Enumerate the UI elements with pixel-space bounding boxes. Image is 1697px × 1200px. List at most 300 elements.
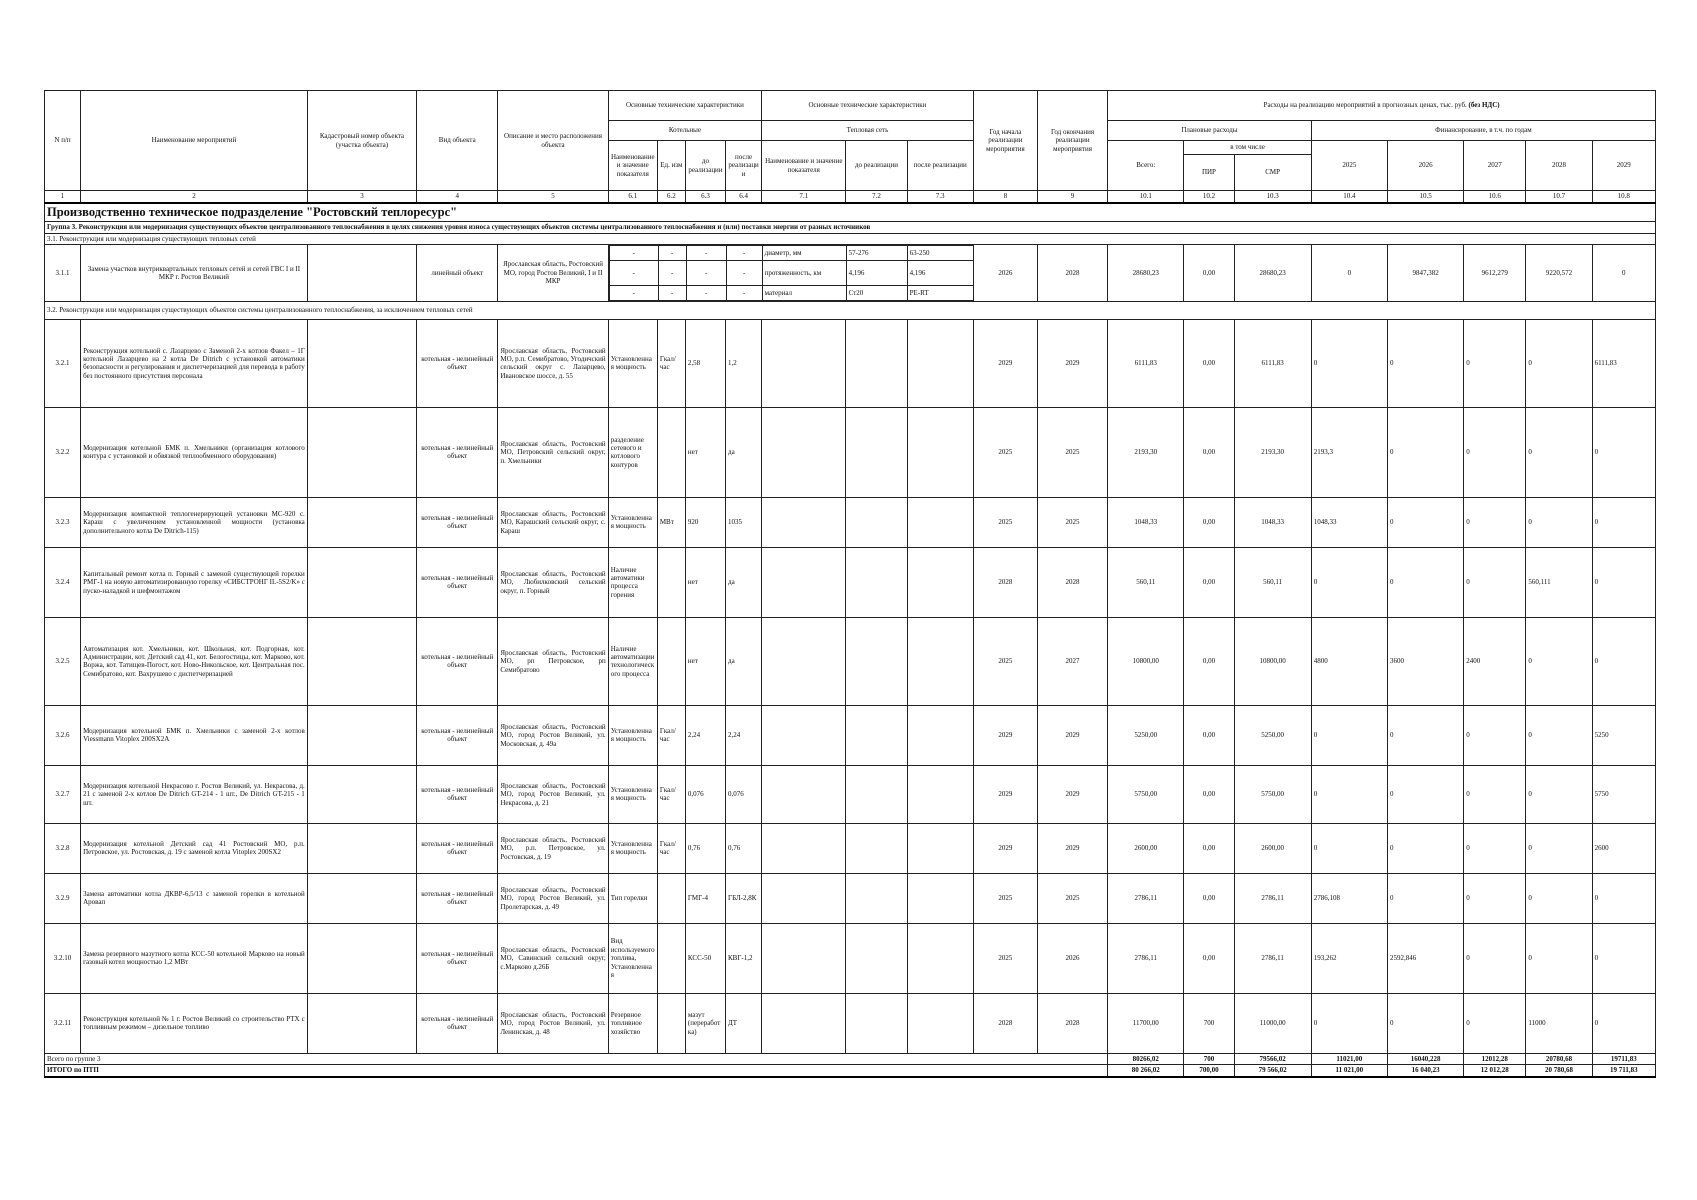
- row-boiler-after: КВГ-1,2: [726, 923, 762, 993]
- row-year-start: 2028: [973, 993, 1037, 1053]
- row-number: 3.2.4: [45, 547, 81, 617]
- row-type: котельная - нелинейный объект: [417, 873, 498, 923]
- header-year-end: Год окончания реализации мероприятия: [1037, 91, 1107, 191]
- row-boiler-unit: [657, 923, 685, 993]
- dash-cell: -: [609, 260, 658, 285]
- row-pir: 0,00: [1184, 873, 1234, 923]
- row-f2028: 0: [1526, 923, 1592, 993]
- table-row: [45, 765, 1656, 823]
- row-net-before: [846, 993, 907, 1053]
- row-f2028: 0: [1526, 823, 1592, 873]
- row-net-before: [846, 765, 907, 823]
- row-boiler-after: 2,24: [726, 705, 762, 765]
- grand-total-f2026: 16 040,23: [1387, 1065, 1463, 1077]
- row-cadastral: [307, 765, 416, 823]
- row-year-end: 2025: [1037, 497, 1107, 547]
- row-boiler-param: Резервное топливное хозяйство: [608, 993, 657, 1053]
- header-b-name: Наименование и значение показателя: [608, 141, 657, 191]
- row-f2027: 0: [1464, 407, 1526, 497]
- table-row: [45, 873, 1656, 923]
- row-pir: 700: [1184, 993, 1234, 1053]
- row-f2028: 0: [1526, 497, 1592, 547]
- row-name: Модернизация котельной Некрасово г. Ростов Великий, ул. Некрасова, д. 21 с заменой 2-х котлов De Ditrich GT-214 - 1 шт., De Ditrich GT-215 - 1 шт.: [81, 765, 308, 823]
- row-boiler-after: да: [726, 617, 762, 705]
- grand-total-pir: 700,00: [1184, 1065, 1234, 1077]
- column-number: 5: [498, 191, 608, 203]
- header-year-2028: 2028: [1526, 141, 1592, 191]
- row-f2026: 0: [1387, 873, 1463, 923]
- table-row: [45, 617, 1656, 705]
- row-net-before: [846, 823, 907, 873]
- row-pir: 0,00: [1184, 244, 1234, 301]
- row-year-start: 2028: [973, 547, 1037, 617]
- row-f2029: 0: [1592, 244, 1655, 301]
- header-n-name: Наименование и значение показателя: [762, 141, 846, 191]
- row-f2025: 0: [1311, 319, 1387, 407]
- row-year-end: 2025: [1037, 873, 1107, 923]
- grand-total-f2029: 19 711,83: [1592, 1065, 1655, 1077]
- row-desc: Ярославская область, Ростовский МО, город Ростов Великий, ул. Ленинская, д. 48: [498, 993, 608, 1053]
- row-boiler-unit: Гкал/час: [657, 823, 685, 873]
- row-smr: 5250,00: [1234, 705, 1311, 765]
- row-boiler-after: да: [726, 407, 762, 497]
- row-boiler-before: 2,24: [685, 705, 725, 765]
- row-desc: Ярославская область, Ростовский МО, Любилковский сельский округ, п. Горный: [498, 547, 608, 617]
- column-number: 7.2: [846, 191, 907, 203]
- row-type: котельная - нелинейный объект: [417, 993, 498, 1053]
- row-year-end: 2029: [1037, 823, 1107, 873]
- row-boiler-unit: [657, 993, 685, 1053]
- column-number: 1: [45, 191, 81, 203]
- row-f2026: 0: [1387, 407, 1463, 497]
- row-type: котельная - нелинейный объект: [417, 407, 498, 497]
- row-desc: Ярославская область, Ростовский МО, р.п. Петровское, ул. Ростовская, д. 19: [498, 823, 608, 873]
- row-f2029: 2600: [1592, 823, 1655, 873]
- row-total: 2786,11: [1108, 923, 1184, 993]
- group-total-label: Всего по группе 3: [45, 1053, 1108, 1064]
- column-number: 6.4: [726, 191, 762, 203]
- row-desc: Ярославская область, Ростовский МО, Петровский сельский округ, п. Хмельники: [498, 407, 608, 497]
- dash-cell: -: [609, 285, 658, 300]
- row-name: Замена автоматики котла ДКВР-6,5/13 с заменой горелки в котельной Аровап: [81, 873, 308, 923]
- row-f2025: 4800: [1311, 617, 1387, 705]
- row-year-end: 2028: [1037, 244, 1107, 301]
- group-total-smr: 79566,02: [1234, 1053, 1311, 1064]
- row-pir: 0,00: [1184, 407, 1234, 497]
- row-desc: Ярославская область, Ростовский МО, город Ростов Великий, I и II МКР: [498, 244, 608, 301]
- row-f2025: 0: [1311, 823, 1387, 873]
- row-boiler-param: Установленная мощность: [608, 765, 657, 823]
- row-number: 3.2.10: [45, 923, 81, 993]
- header-year-start: Год начала реализации мероприятия: [973, 91, 1037, 191]
- row-number: 3.2.9: [45, 873, 81, 923]
- table-row: [45, 497, 1656, 547]
- header-total: Всего:: [1108, 141, 1184, 191]
- group-total-f2026: 16040,228: [1387, 1053, 1463, 1064]
- row-year-start: 2029: [973, 823, 1037, 873]
- row-f2028: 0: [1526, 617, 1592, 705]
- row-name: Модернизация котельной БМК п. Хмельники с заменой 2-х котлов Viessmann Vitoplex 200SX2A: [81, 705, 308, 765]
- row-boiler-before: ГМГ-4: [685, 873, 725, 923]
- row-boiler-before: 0,76: [685, 823, 725, 873]
- row-name: Капитальный ремонт котла п. Горный с заменой существующей горелки РМГ-1 на новую автоматизированную горелку «СИБСТРОНГ IL-5S2/K» с пуско-наладкой и шефмонтажом: [81, 547, 308, 617]
- column-number: 9: [1037, 191, 1107, 203]
- row-total: 2193,30: [1108, 407, 1184, 497]
- row-type: котельная - нелинейный объект: [417, 765, 498, 823]
- row-f2026: 0: [1387, 993, 1463, 1053]
- row-net-param: [762, 547, 846, 617]
- dash-cell: -: [726, 285, 761, 300]
- row-number: 3.2.1: [45, 319, 81, 407]
- row-f2026: 0: [1387, 547, 1463, 617]
- row-f2027: 0: [1464, 547, 1526, 617]
- table-row: [45, 993, 1656, 1053]
- row-f2028: 0: [1526, 765, 1592, 823]
- group-total-f2027: 12012,28: [1464, 1053, 1526, 1064]
- row-cadastral: [307, 705, 416, 765]
- row-desc: Ярославская область, Ростовский МО, р.п. Семибратово, Угодичский сельский округ с. Лазарцево, Ивановское шоссе, д. 55: [498, 319, 608, 407]
- header-desc: Описание и место расположения объекта: [498, 91, 608, 191]
- header-cadastral: Кадастровый номер объекта (участка объекта): [307, 91, 416, 191]
- row-f2026: 2592,846: [1387, 923, 1463, 993]
- row-net-after: [907, 873, 973, 923]
- row-net-after: [907, 765, 973, 823]
- column-number: 10.4: [1311, 191, 1387, 203]
- subsection-3-2: 3.2. Реконструкция или модернизация существующих объектов системы централизованного теплоснабжения, за исключением тепловых сетей: [45, 301, 1656, 319]
- row-net-param: [762, 407, 846, 497]
- net-param-name: диаметр, мм: [762, 245, 846, 260]
- row-number: 3.2.6: [45, 705, 81, 765]
- table-row: [45, 923, 1656, 993]
- row-net-param: [762, 617, 846, 705]
- row-boiler-unit: [657, 873, 685, 923]
- table-row: [45, 547, 1656, 617]
- table-row: [45, 407, 1656, 497]
- row-type: котельная - нелинейный объект: [417, 497, 498, 547]
- row-f2026: 9847,382: [1387, 244, 1463, 301]
- header-type: Вид объекта: [417, 91, 498, 191]
- row-pir: 0,00: [1184, 765, 1234, 823]
- row-f2026: 0: [1387, 705, 1463, 765]
- header-heatnet: Тепловая сеть: [762, 121, 974, 141]
- net-param-before: Ст20: [846, 285, 907, 300]
- column-number: 10.6: [1464, 191, 1526, 203]
- row-number: 3.2.2: [45, 407, 81, 497]
- column-number: 8: [973, 191, 1037, 203]
- row-f2027: 0: [1464, 705, 1526, 765]
- row-boiler-unit: Гкал/час: [657, 705, 685, 765]
- row-f2026: 0: [1387, 823, 1463, 873]
- row-name: Реконструкция котельной № 1 г. Ростов Великий со строительство РТХ с топливным режимом – дизельное топливо: [81, 993, 308, 1053]
- column-number: 7.3: [907, 191, 973, 203]
- row-cadastral: [307, 993, 416, 1053]
- column-number: 10.5: [1387, 191, 1463, 203]
- row-smr: 2786,11: [1234, 873, 1311, 923]
- row-type: котельная - нелинейный объект: [417, 823, 498, 873]
- row-boiler-unit: [657, 617, 685, 705]
- row-f2028: 9220,572: [1526, 244, 1592, 301]
- row-smr: 5750,00: [1234, 765, 1311, 823]
- row-boiler-unit: Гкал/час: [657, 765, 685, 823]
- row-smr: 2600,00: [1234, 823, 1311, 873]
- row-smr: 6111,83: [1234, 319, 1311, 407]
- row-f2029: 0: [1592, 547, 1655, 617]
- row-total: 5750,00: [1108, 765, 1184, 823]
- column-numbers-row: [45, 191, 1656, 203]
- row-year-end: 2029: [1037, 765, 1107, 823]
- row-name: Модернизация котельной БМК п. Хмельники (организация котлового контура с установкой и обвязкой теплообменного оборудования): [81, 407, 308, 497]
- row-net-after: [907, 923, 973, 993]
- header-n: N п/п: [45, 91, 81, 191]
- grand-total-label: ИТОГО по ПТП: [45, 1065, 1108, 1077]
- dash-cell: -: [658, 245, 686, 260]
- header-b-before: до реализации: [685, 141, 725, 191]
- table-row: [45, 823, 1656, 873]
- row-net-before: [846, 873, 907, 923]
- header-b-unit: Ед. изм: [657, 141, 685, 191]
- row-f2028: 0: [1526, 407, 1592, 497]
- row-f2028: 0: [1526, 705, 1592, 765]
- row-boiler-before: нет: [685, 407, 725, 497]
- column-number: 6.1: [608, 191, 657, 203]
- row-f2028: 560,111: [1526, 547, 1592, 617]
- row-pir: 0,00: [1184, 823, 1234, 873]
- section-title: Производственно техническое подразделение "Ростовский теплоресурс": [45, 203, 1656, 222]
- row-net-after: [907, 497, 973, 547]
- grand-total-f2028: 20 780,68: [1526, 1065, 1592, 1077]
- row-f2027: 0: [1464, 497, 1526, 547]
- row-smr: 2786,11: [1234, 923, 1311, 993]
- row-desc: Ярославская область, Ростовский МО, город Ростов Великий, ул. Московская, д. 49а: [498, 705, 608, 765]
- header-year-2026: 2026: [1387, 141, 1463, 191]
- row-net-after: [907, 993, 973, 1053]
- header-year-2025: 2025: [1311, 141, 1387, 191]
- row-f2026: 0: [1387, 497, 1463, 547]
- grand-total-total: 80 266,02: [1108, 1065, 1184, 1077]
- table-row: [45, 705, 1656, 765]
- row-type: линейный объект: [417, 244, 498, 301]
- row-net-after: [907, 407, 973, 497]
- row-boiler-after: 1035: [726, 497, 762, 547]
- row-f2026: 0: [1387, 765, 1463, 823]
- row-name: Замена резервного мазутного котла КСС-50 котельной Марково на новый газовый котел мощностью 1,2 МВт: [81, 923, 308, 993]
- row-year-end: 2025: [1037, 407, 1107, 497]
- subsection-3-1: 3.1. Реконструкция или модернизация существующих тепловых сетей: [45, 233, 1656, 244]
- header-pir: ПИР: [1184, 155, 1234, 191]
- group-total-row: [45, 1053, 1656, 1064]
- row-name: Автоматизация кот. Хмельники, кот. Школьная, кот. Подгорная, кот. Администрации, кот. Детский сад 41, кот. Белогостицы, кот. Марково, кот. Воржа, кот. Татищев-Погост, кот. Ново-Никольское, кот. Центральная пос. Семибратово, кот. Вахрушево с диспетчеризацией: [81, 617, 308, 705]
- row-year-start: 2029: [973, 765, 1037, 823]
- row-boiler-param: Наличие автоматизации технологического процесса: [608, 617, 657, 705]
- row-total: 10800,00: [1108, 617, 1184, 705]
- row-net-param: [762, 765, 846, 823]
- row-smr: 11000,00: [1234, 993, 1311, 1053]
- row-net-params: [762, 244, 974, 301]
- row-year-end: 2029: [1037, 705, 1107, 765]
- row-net-param: [762, 705, 846, 765]
- group-total-pir: 700: [1184, 1053, 1234, 1064]
- row-f2025: 2786,108: [1311, 873, 1387, 923]
- row-total: 11700,00: [1108, 993, 1184, 1053]
- row-year-end: 2028: [1037, 993, 1107, 1053]
- row-f2025: 2193,3: [1311, 407, 1387, 497]
- row-net-after: [907, 823, 973, 873]
- row-f2027: 0: [1464, 319, 1526, 407]
- dash-cell: -: [658, 285, 686, 300]
- column-number: 6.2: [657, 191, 685, 203]
- header-b-after: после реализации: [726, 141, 762, 191]
- column-number: 10.3: [1234, 191, 1311, 203]
- column-number: 10.7: [1526, 191, 1592, 203]
- row-net-param: [762, 993, 846, 1053]
- row-net-param: [762, 319, 846, 407]
- row-boiler-after: да: [726, 547, 762, 617]
- row-year-start: 2026: [973, 244, 1037, 301]
- grand-total-f2025: 11 021,00: [1311, 1065, 1387, 1077]
- row-boiler-before: 920: [685, 497, 725, 547]
- table-row: [45, 319, 1656, 407]
- grand-total-row: [45, 1065, 1656, 1077]
- row-name: Модернизация котельной Детский сад 41 Ростовский МО, р.п. Петровское, ул. Ростовская, д. 19 с заменой котла Vitoplex 200SX2: [81, 823, 308, 873]
- row-f2026: 3600: [1387, 617, 1463, 705]
- row-boiler-dashes: [608, 244, 761, 301]
- row-f2025: 0: [1311, 705, 1387, 765]
- row-net-param: [762, 923, 846, 993]
- row-net-before: [846, 705, 907, 765]
- header-tech-net: Основные технические характеристики: [762, 91, 974, 121]
- row-f2029: 0: [1592, 407, 1655, 497]
- dash-cell: -: [658, 260, 686, 285]
- row-f2028: 0: [1526, 873, 1592, 923]
- row-desc: Ярославская область, Ростовский МО, город Ростов Великий, ул. Пролетарская, д. 49: [498, 873, 608, 923]
- row-smr: 28680,23: [1234, 244, 1311, 301]
- row-f2029: 0: [1592, 923, 1655, 993]
- row-boiler-after: 0,76: [726, 823, 762, 873]
- row-f2027: 9612,279: [1464, 244, 1526, 301]
- row-boiler-after: ГБЛ-2,8К: [726, 873, 762, 923]
- column-number: 7.1: [762, 191, 846, 203]
- net-param-after: PE-RT: [907, 285, 973, 300]
- row-total: 2786,11: [1108, 873, 1184, 923]
- group-total-f2025: 11021,00: [1311, 1053, 1387, 1064]
- row-cadastral: [307, 407, 416, 497]
- row-type: котельная - нелинейный объект: [417, 547, 498, 617]
- row-f2028: 11000: [1526, 993, 1592, 1053]
- row-boiler-param: разделение сетевого и котлового контуров: [608, 407, 657, 497]
- row-cadastral: [307, 873, 416, 923]
- dash-cell: -: [609, 245, 658, 260]
- row-total: 1048,33: [1108, 497, 1184, 547]
- row-pir: 0,00: [1184, 547, 1234, 617]
- row-pir: 0,00: [1184, 497, 1234, 547]
- row-net-param: [762, 873, 846, 923]
- row-year-end: 2026: [1037, 923, 1107, 993]
- row-net-before: [846, 547, 907, 617]
- header-tech-boiler: Основные технические характеристики: [608, 91, 761, 121]
- column-number: 10.8: [1592, 191, 1655, 203]
- investment-program-table: [44, 90, 1656, 1078]
- row-f2027: 0: [1464, 993, 1526, 1053]
- header-n-before: до реализации: [846, 141, 907, 191]
- row-desc: Ярославская область, Ростовский МО, рп Петровское, рп Семибратово: [498, 617, 608, 705]
- row-net-before: [846, 319, 907, 407]
- row-name: Реконструкция котельной с. Лазарцево с Заменой 2-х котлов Факел – 1Г котельной Лазарцево на 2 котла De Ditrich с установкой автоматики безопасности и регулирования и диспетчеризацией для перевода в работу без постоянного присутствия персонала: [81, 319, 308, 407]
- column-number: 10.1: [1108, 191, 1184, 203]
- row-f2025: 193,262: [1311, 923, 1387, 993]
- row-boiler-unit: Гкал/час: [657, 319, 685, 407]
- row-boiler-param: Вид используемого топлива, Установленная: [608, 923, 657, 993]
- dash-cell: -: [686, 260, 726, 285]
- row-number: 3.2.7: [45, 765, 81, 823]
- row-boiler-param: Наличие автоматики процесса горения: [608, 547, 657, 617]
- row-boiler-after: 0,076: [726, 765, 762, 823]
- row-name: Модернизация компактной теплогенерирующей установки МС-920 с. Караш с увеличением установленной мощности (установка дополнительного котла De Ditrich-115): [81, 497, 308, 547]
- row-boiler-unit: [657, 547, 685, 617]
- row-pir: 0,00: [1184, 617, 1234, 705]
- row-number: 3.2.8: [45, 823, 81, 873]
- row-year-end: 2027: [1037, 617, 1107, 705]
- dash-cell: -: [726, 260, 761, 285]
- row-boiler-before: 2,58: [685, 319, 725, 407]
- net-param-after: 4,196: [907, 260, 973, 285]
- row-pir: 0,00: [1184, 705, 1234, 765]
- row-desc: Ярославская область, Ростовский МО, Карашский сельский округ, с. Караш: [498, 497, 608, 547]
- row-net-before: [846, 923, 907, 993]
- row-type: котельная - нелинейный объект: [417, 705, 498, 765]
- row-boiler-before: мазут (переработка): [685, 993, 725, 1053]
- header-year-2029: 2029: [1592, 141, 1655, 191]
- row-cadastral: [307, 244, 416, 301]
- row-year-start: 2029: [973, 705, 1037, 765]
- row-boiler-before: нет: [685, 617, 725, 705]
- row-smr: 2193,30: [1234, 407, 1311, 497]
- header-smr: СМР: [1234, 155, 1311, 191]
- row-f2027: 0: [1464, 765, 1526, 823]
- row-year-start: 2025: [973, 407, 1037, 497]
- row-f2026: 0: [1387, 319, 1463, 407]
- row-net-before: [846, 497, 907, 547]
- header-year-2027: 2027: [1464, 141, 1526, 191]
- row-boiler-param: Установленная мощность: [608, 823, 657, 873]
- column-number: 3: [307, 191, 416, 203]
- row-type: котельная - нелинейный объект: [417, 923, 498, 993]
- header-incl: в том числе: [1184, 141, 1311, 155]
- net-param-name: протяженность, км: [762, 260, 846, 285]
- row-total: 2600,00: [1108, 823, 1184, 873]
- row-total: 28680,23: [1108, 244, 1184, 301]
- row-net-before: [846, 617, 907, 705]
- header-n-after: после реализации: [907, 141, 973, 191]
- row-year-start: 2025: [973, 873, 1037, 923]
- row-year-start: 2029: [973, 319, 1037, 407]
- row-number: 3.2.3: [45, 497, 81, 547]
- row-cadastral: [307, 497, 416, 547]
- row-net-after: [907, 705, 973, 765]
- row-f2027: 0: [1464, 873, 1526, 923]
- row-f2025: 0: [1311, 244, 1387, 301]
- row-net-before: [846, 407, 907, 497]
- dash-cell: -: [686, 245, 726, 260]
- row-number: 3.2.11: [45, 993, 81, 1053]
- row-total: 6111,83: [1108, 319, 1184, 407]
- row-boiler-param: Установленная мощность: [608, 497, 657, 547]
- row-type: котельная - нелинейный объект: [417, 617, 498, 705]
- row-year-end: 2029: [1037, 319, 1107, 407]
- row-cadastral: [307, 823, 416, 873]
- row-type: котельная - нелинейный объект: [417, 319, 498, 407]
- column-number: 2: [81, 191, 308, 203]
- row-desc: Ярославская область, Ростовский МО, город Ростов Великий, ул. Некрасова, д. 21: [498, 765, 608, 823]
